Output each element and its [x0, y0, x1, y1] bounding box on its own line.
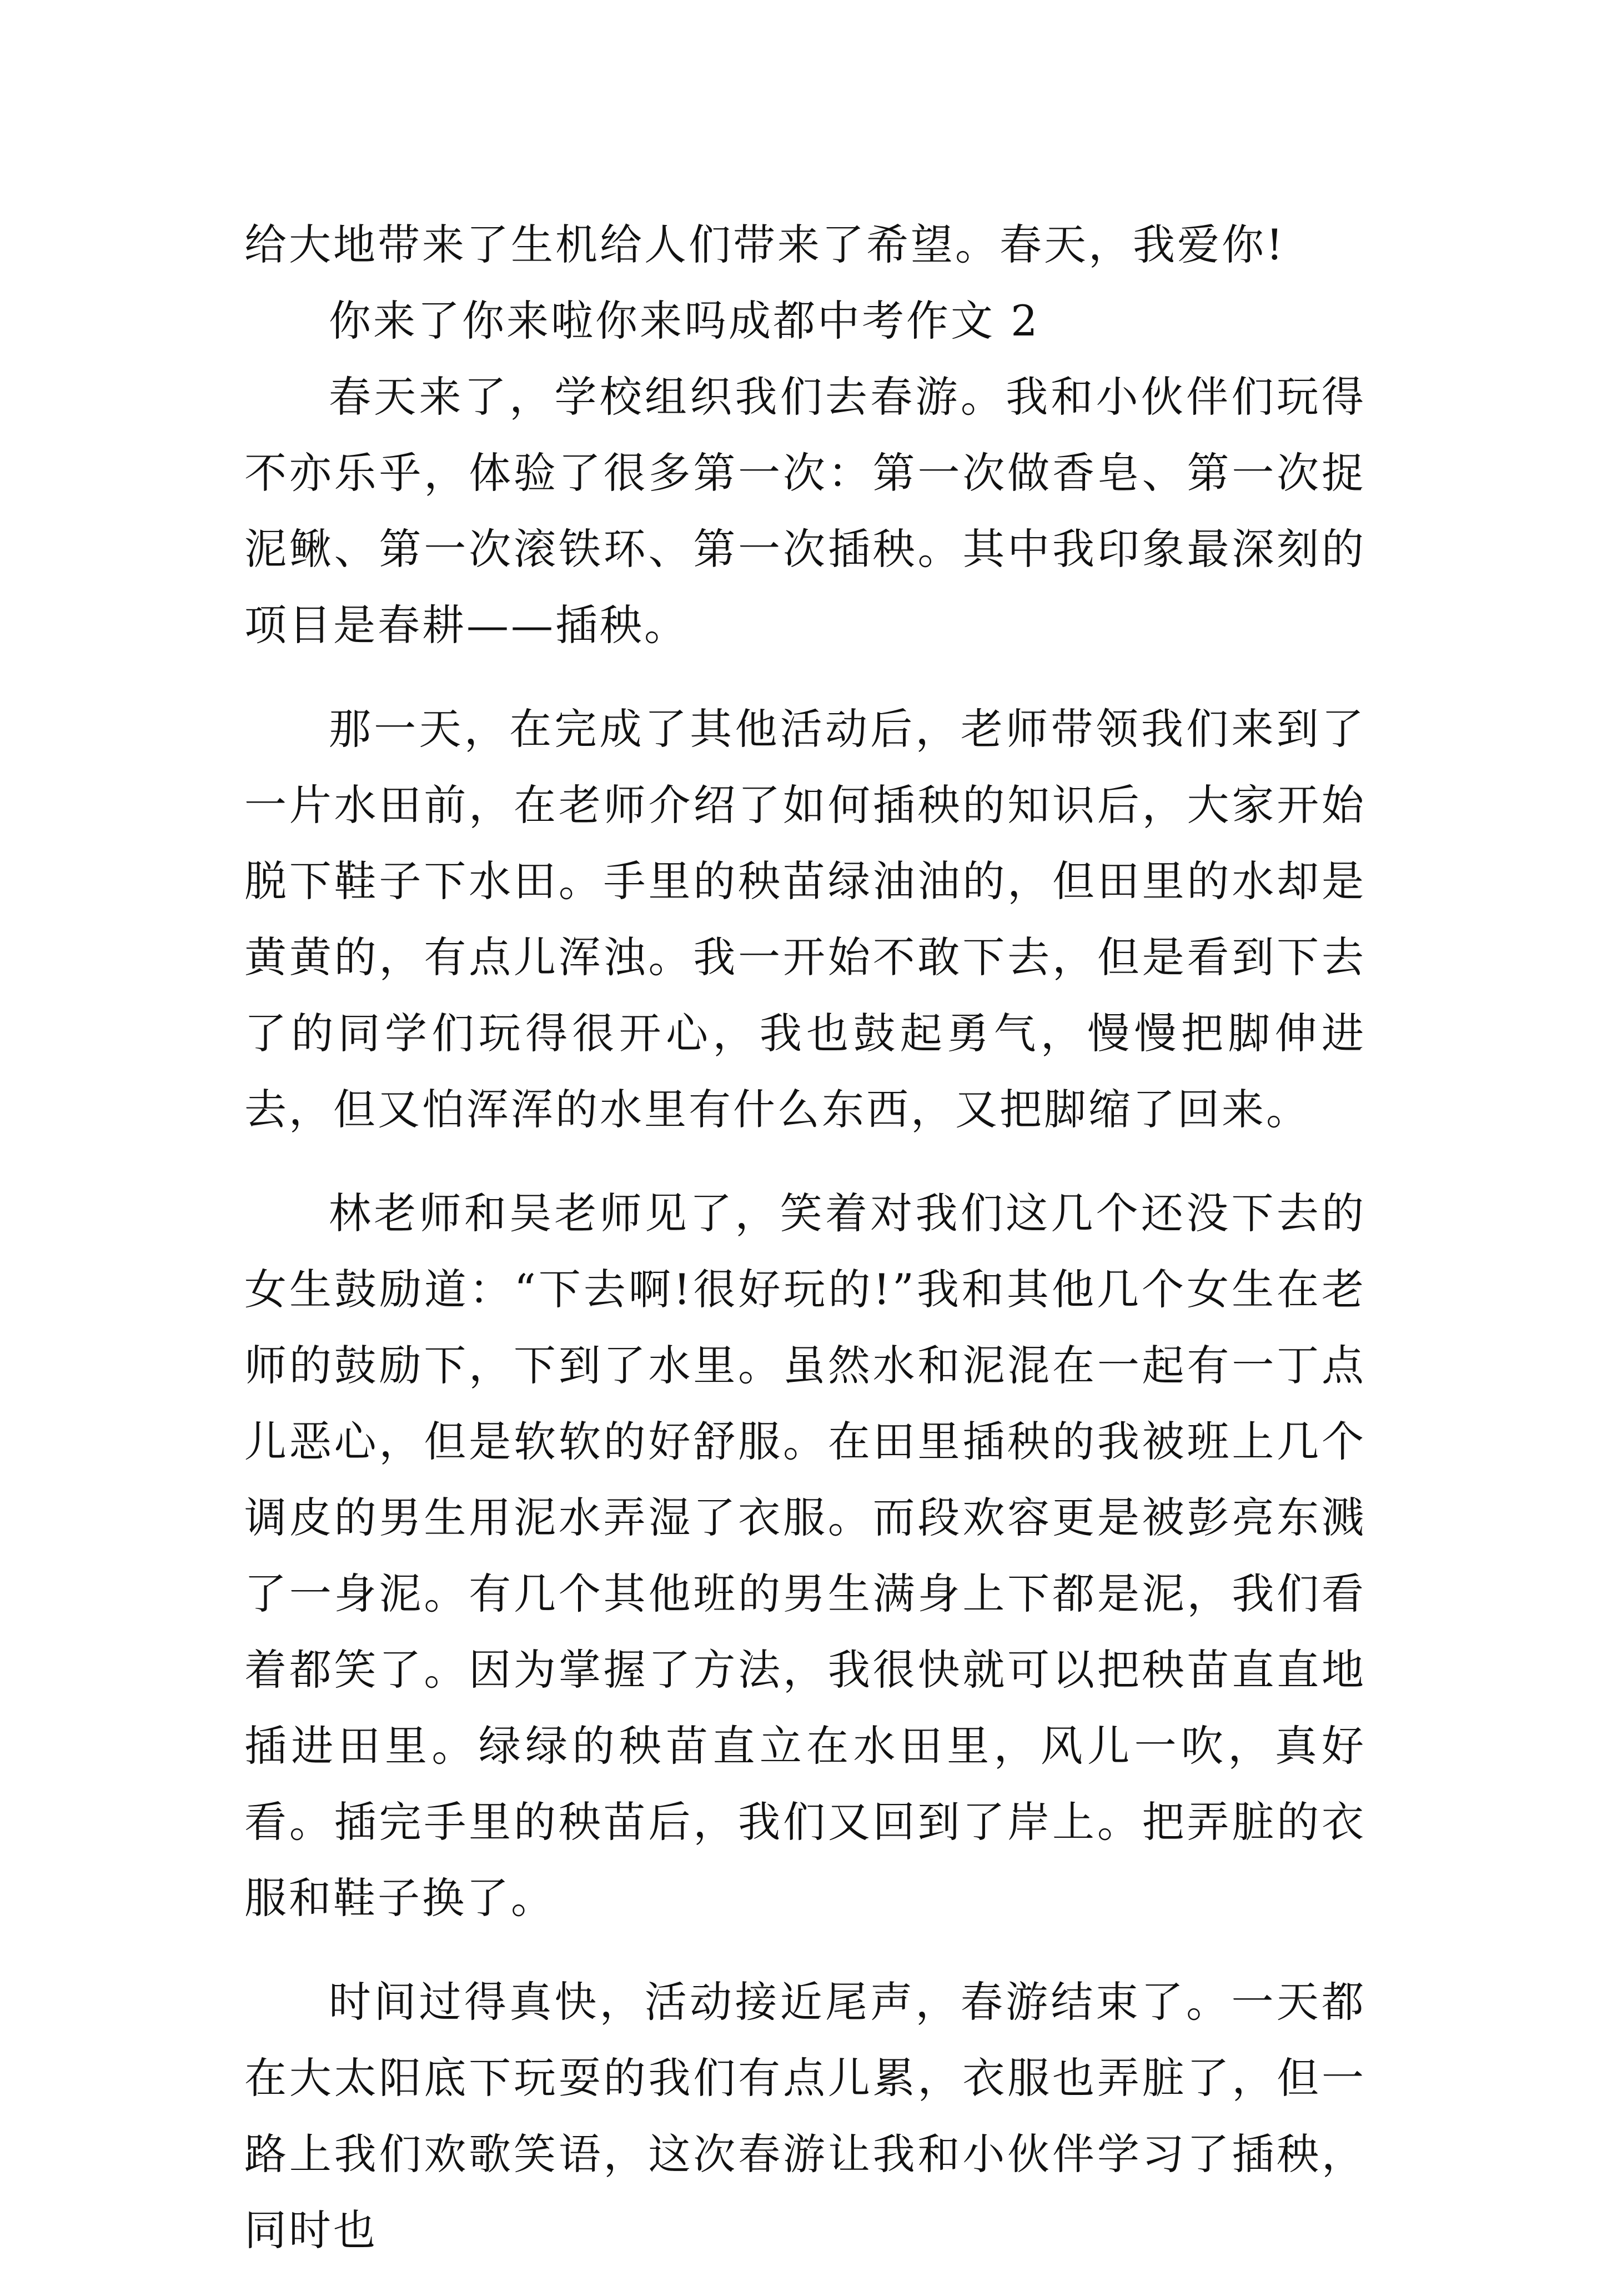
paragraph-3: 林老师和吴老师见了，笑着对我们这几个还没下去的女生鼓励道：“下去啊!很好玩的!”我和其他几个女生在老师的鼓励下，下到了水里。虽然水和泥混在一起有一丁点儿恶心，但是软软的好舒服。在田里插秧的我被班上几个调皮的男生用泥水弄湿了衣服。而段欢容更是被彭亮东溅了一身泥。有几个其他班的男生满身上下都是泥，我们看着都笑了。因为掌握了方法，我很快就可以把秧苗直直地插进田里。绿绿的秧苗直立在水田里，风儿一吹，真好看。插完手里的秧苗后，我们又回到了岸上。把弄脏的衣服和鞋子换了。	[244, 1189, 1366, 1923]
essay-heading: 你来了你来啦你来吗成都中考作文 2	[329, 296, 1040, 345]
paragraph-4: 时间过得真快，活动接近尾声，春游结束了。一天都在大太阳底下玩耍的我们有点儿累，衣服也弄脏了，但一路上我们欢歌笑语，这次春游让我和小伙伴学习了插秧，同时也	[244, 1977, 1366, 2255]
paragraph-2: 那一天，在完成了其他活动后，老师带领我们来到了一片水田前，在老师介绍了如何插秧的知识后，大家开始脱下鞋子下水田。手里的秧苗绿油油的，但田里的水却是黄黄的，有点儿浑浊。我一开始不敢下去，但是看到下去了的同学们玩得很开心，我也鼓起勇气，慢慢把脚伸进去，但又怕浑浑的水里有什么东西，又把脚缩了回来。	[244, 704, 1366, 1134]
continuation-paragraph: 给大地带来了生机给人们带来了希望。春天，我爱你!	[244, 220, 1285, 269]
paragraph-1: 春天来了，学校组织我们去春游。我和小伙伴们玩得不亦乐乎，体验了很多第一次：第一次做香皂、第一次捉泥鳅、第一次滚铁环、第一次插秧。其中我印象最深刻的项目是春耕——插秧。	[244, 372, 1366, 650]
essay-text	[244, 207, 1366, 2296]
